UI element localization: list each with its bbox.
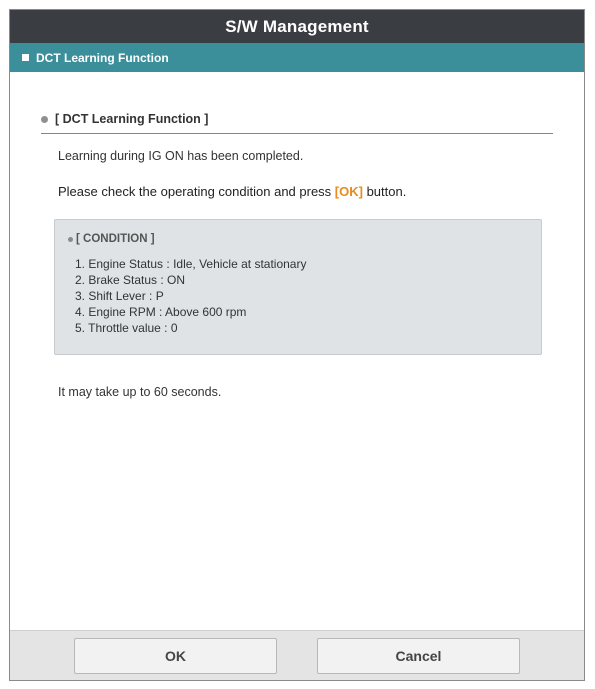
completion-message: Learning during IG ON has been completed.	[58, 149, 304, 163]
condition-panel	[54, 219, 542, 355]
dialog-window	[9, 9, 585, 681]
square-bullet-icon	[22, 54, 29, 61]
circle-bullet-icon	[68, 237, 73, 242]
duration-note: It may take up to 60 seconds.	[58, 385, 222, 399]
section-divider	[41, 133, 553, 134]
condition-item: 1. Engine Status : Idle, Vehicle at stationary	[75, 257, 307, 271]
function-header-label: DCT Learning Function	[36, 50, 169, 65]
instruction-message	[58, 184, 406, 199]
ok-highlight-text: [OK]	[334, 184, 363, 199]
button-bar	[10, 630, 584, 680]
title-bar	[10, 10, 584, 43]
function-header	[10, 43, 584, 72]
condition-title: [ CONDITION ]	[76, 233, 155, 245]
ok-button[interactable]: OK	[74, 638, 277, 674]
condition-item: 3. Shift Lever : P	[75, 289, 164, 303]
condition-item: 4. Engine RPM : Above 600 rpm	[75, 305, 247, 319]
section-title: [ DCT Learning Function ]	[55, 112, 209, 126]
condition-item: 5. Throttle value : 0	[75, 321, 178, 335]
condition-heading	[68, 233, 155, 245]
section-heading	[41, 112, 208, 126]
condition-item: 2. Brake Status : ON	[75, 273, 186, 287]
condition-list	[75, 256, 306, 336]
instruction-suffix: button.	[362, 184, 407, 199]
circle-bullet-icon	[41, 116, 48, 123]
window-title: S/W Management	[225, 16, 369, 36]
cancel-button[interactable]: Cancel	[317, 638, 520, 674]
content-area	[10, 72, 584, 632]
instruction-prefix: Please check the operating condition and press	[58, 184, 335, 199]
